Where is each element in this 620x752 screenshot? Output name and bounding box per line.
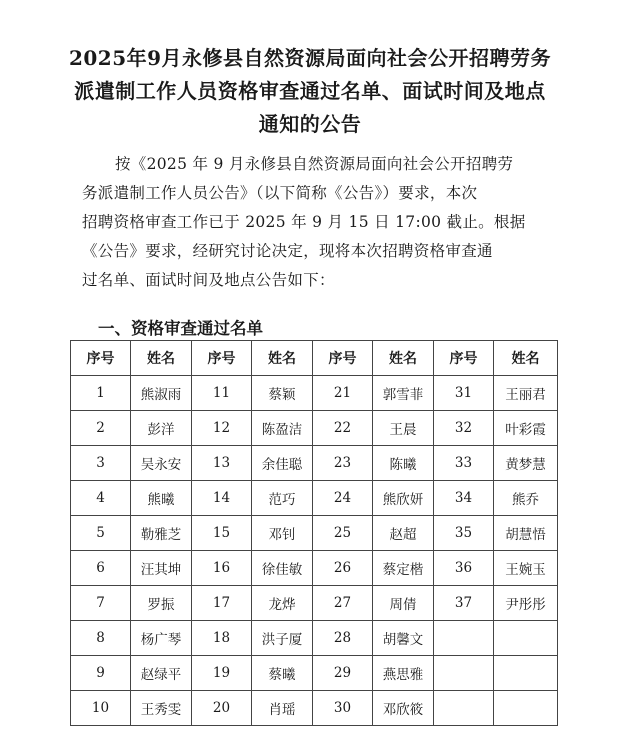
name-cell: 汪其坤 xyxy=(131,551,192,586)
name-cell: 熊曦 xyxy=(131,481,192,516)
paragraph-line: 务派遣制工作人员公告》（以下简称《公告》）要求，本次 xyxy=(82,184,478,202)
name-cell: 肖瑶 xyxy=(252,691,313,726)
name-cell: 黄梦慧 xyxy=(494,446,558,481)
table-row xyxy=(71,481,558,516)
serial-cell: 22 xyxy=(313,411,373,446)
serial-cell: 8 xyxy=(71,621,131,656)
serial-cell: 32 xyxy=(434,411,494,446)
table-row xyxy=(71,411,558,446)
table-row xyxy=(71,516,558,551)
table-row xyxy=(71,446,558,481)
serial-cell: 28 xyxy=(313,621,373,656)
intro-paragraph xyxy=(82,150,582,295)
name-cell: 熊欣妍 xyxy=(373,481,434,516)
name-cell: 王丽君 xyxy=(494,376,558,411)
serial-cell: 16 xyxy=(192,551,252,586)
serial-cell: 19 xyxy=(192,656,252,691)
serial-cell: 21 xyxy=(313,376,373,411)
title-line: 2025年9月永修县自然资源局面向社会公开招聘劳务 xyxy=(68,46,552,70)
name-cell: 蔡颖 xyxy=(252,376,313,411)
serial-cell: 35 xyxy=(434,516,494,551)
name-cell xyxy=(494,621,558,656)
header-name: 姓名 xyxy=(131,341,192,376)
serial-cell: 23 xyxy=(313,446,373,481)
name-cell: 王秀雯 xyxy=(131,691,192,726)
serial-cell xyxy=(434,691,494,726)
header-name: 姓名 xyxy=(252,341,313,376)
serial-cell: 29 xyxy=(313,656,373,691)
name-cell xyxy=(494,656,558,691)
name-cell: 王晨 xyxy=(373,411,434,446)
name-cell: 吴永安 xyxy=(131,446,192,481)
header-serial: 序号 xyxy=(192,341,252,376)
serial-cell xyxy=(434,656,494,691)
name-cell: 杨广琴 xyxy=(131,621,192,656)
name-cell: 徐佳敏 xyxy=(252,551,313,586)
table-row xyxy=(71,691,558,726)
name-cell: 熊乔 xyxy=(494,481,558,516)
name-cell: 胡慧悟 xyxy=(494,516,558,551)
name-cell: 洪子厦 xyxy=(252,621,313,656)
title-line: 通知的公告 xyxy=(258,112,362,136)
serial-cell: 14 xyxy=(192,481,252,516)
serial-cell xyxy=(434,621,494,656)
table-header-row xyxy=(71,341,558,376)
serial-cell: 10 xyxy=(71,691,131,726)
name-cell: 郭雪菲 xyxy=(373,376,434,411)
serial-cell: 27 xyxy=(313,586,373,621)
table-body xyxy=(71,376,558,726)
serial-cell: 12 xyxy=(192,411,252,446)
name-cell: 彭洋 xyxy=(131,411,192,446)
header-serial: 序号 xyxy=(434,341,494,376)
serial-cell: 7 xyxy=(71,586,131,621)
header-name: 姓名 xyxy=(494,341,558,376)
name-cell: 蔡定楷 xyxy=(373,551,434,586)
name-cell: 熊淑雨 xyxy=(131,376,192,411)
header-name: 姓名 xyxy=(373,341,434,376)
qualified-candidates-table xyxy=(70,340,558,726)
header-serial: 序号 xyxy=(313,341,373,376)
serial-cell: 11 xyxy=(192,376,252,411)
name-cell: 周倩 xyxy=(373,586,434,621)
serial-cell: 36 xyxy=(434,551,494,586)
name-cell xyxy=(494,691,558,726)
serial-cell: 6 xyxy=(71,551,131,586)
serial-cell: 17 xyxy=(192,586,252,621)
name-cell: 勒雅芝 xyxy=(131,516,192,551)
name-cell: 蔡曦 xyxy=(252,656,313,691)
serial-cell: 20 xyxy=(192,691,252,726)
name-cell: 陈曦 xyxy=(373,446,434,481)
serial-cell: 24 xyxy=(313,481,373,516)
table-row xyxy=(71,586,558,621)
serial-cell: 1 xyxy=(71,376,131,411)
serial-cell: 3 xyxy=(71,446,131,481)
name-cell: 赵超 xyxy=(373,516,434,551)
serial-cell: 4 xyxy=(71,481,131,516)
name-cell: 胡馨文 xyxy=(373,621,434,656)
name-cell: 尹彤彤 xyxy=(494,586,558,621)
name-cell: 叶彩霞 xyxy=(494,411,558,446)
serial-cell: 31 xyxy=(434,376,494,411)
serial-cell: 9 xyxy=(71,656,131,691)
name-cell: 罗振 xyxy=(131,586,192,621)
name-cell: 余佳聪 xyxy=(252,446,313,481)
document-title xyxy=(40,42,580,141)
serial-cell: 37 xyxy=(434,586,494,621)
table-row xyxy=(71,376,558,411)
table-row xyxy=(71,621,558,656)
name-cell: 龙烨 xyxy=(252,586,313,621)
table-row xyxy=(71,656,558,691)
header-serial: 序号 xyxy=(71,341,131,376)
paragraph-line: 按《2025 年 9 月永修县自然资源局面向社会公开招聘劳 xyxy=(115,155,514,173)
serial-cell: 34 xyxy=(434,481,494,516)
serial-cell: 30 xyxy=(313,691,373,726)
serial-cell: 13 xyxy=(192,446,252,481)
name-cell: 范巧 xyxy=(252,481,313,516)
table-row xyxy=(71,551,558,586)
serial-cell: 2 xyxy=(71,411,131,446)
name-cell: 邓欣筱 xyxy=(373,691,434,726)
name-cell: 邓钊 xyxy=(252,516,313,551)
section-heading: 一、资格审查通过名单 xyxy=(98,319,263,338)
name-cell: 赵绿平 xyxy=(131,656,192,691)
paragraph-line: 过名单、面试时间及地点公告如下： xyxy=(82,271,335,289)
paragraph-line: 《公告》要求，经研究讨论决定，现将本次招聘资格审查通 xyxy=(82,242,493,260)
serial-cell: 33 xyxy=(434,446,494,481)
serial-cell: 26 xyxy=(313,551,373,586)
serial-cell: 5 xyxy=(71,516,131,551)
name-cell: 王婉玉 xyxy=(494,551,558,586)
serial-cell: 25 xyxy=(313,516,373,551)
serial-cell: 15 xyxy=(192,516,252,551)
paragraph-line: 招聘资格审查工作已于 2025 年 9 月 15 日 17:00 截止。根据 xyxy=(82,213,526,231)
title-line: 派遣制工作人员资格审查通过名单、面试时间及地点 xyxy=(74,79,546,103)
serial-cell: 18 xyxy=(192,621,252,656)
name-cell: 陈盈洁 xyxy=(252,411,313,446)
name-cell: 燕思雅 xyxy=(373,656,434,691)
